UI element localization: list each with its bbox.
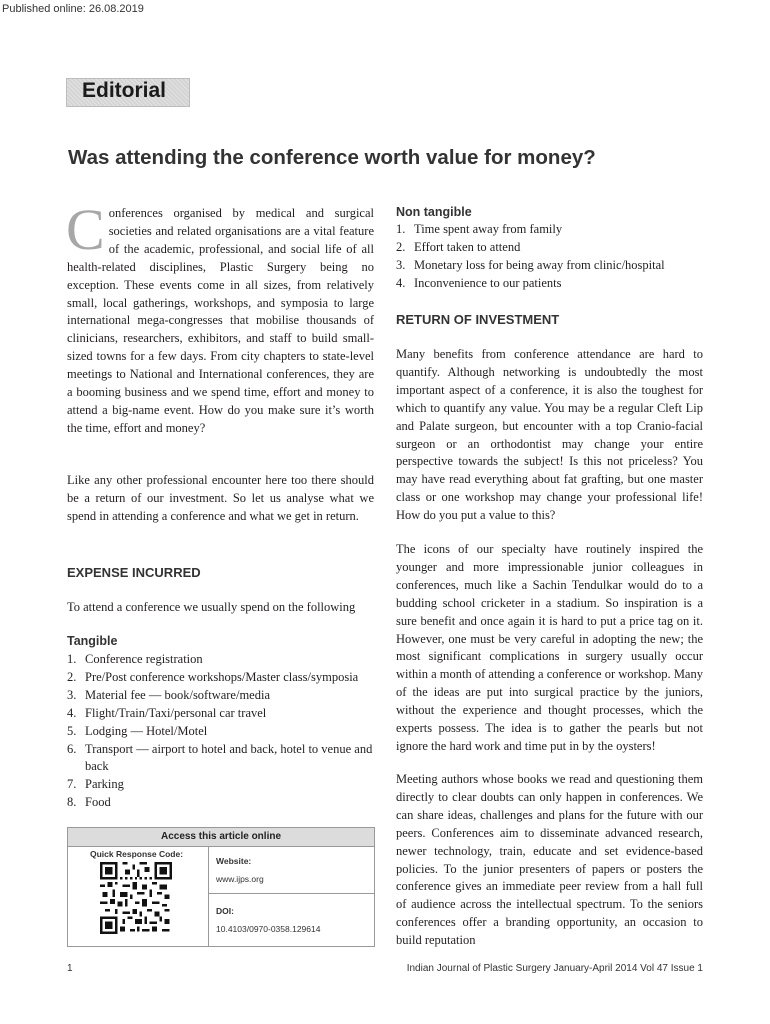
access-box-divider: [208, 893, 374, 894]
qr-code-icon[interactable]: [100, 862, 172, 934]
doi-link[interactable]: 10.4103/0970-0358.129614: [216, 924, 321, 934]
right-paragraph-3: Meeting authors whose books we read and questioning them directly to clear doubts can only happen in conferences. We can share ideas, challenges and plans for the future with our peers. Conferences aim to disseminate advanced research, newer technology, train, educate and set evidence-based policies. To the junior presenters of papers or posters the conference gives an immediate peer review from a hall full of audience across the intellectual spectrum. To the seniors conferences offer a branding opportunity, an occasion to build reputation: [396, 772, 703, 948]
list-item: 5. Lodging — Hotel/Motel: [67, 723, 208, 738]
right-paragraph-1: Many benefits from conference attendance are hard to quantify. Although networking is undoubtedly the most important aspect of a conference, it is also the toughest for which to quantify any value. You may be a regular Cleft Lip and Palate surgeon, but encounter with a top Cranio-facial surgeon or an orthodontist may change your entire perspective towards the subject! Is this not priceless? You may have read everything about fat grafting, but one master class or one workshop may change your professional life! How do you put a value to this?: [396, 347, 703, 523]
right-paragraph-2: The icons of our specialty have routinely inspired the younger and more impressionable junior colleagues in conferences, much like a Sachin Tendulkar would do to a budding school cricketer in a stadium. So inspiration is a sure benefit and once again it is hard to put a price tag on it. However, one must be very careful in adopting the new; the most significant complications in surgery usually occur within a month of attending a conference or workshop. Many of the ideas are put into surgical practice by the juniors, without the experience and thought processes, which the experts possess. The idea is to gather the pearls but not ignore the hard work and time put in by the oysters!: [396, 542, 703, 753]
list-item: 6. Transport — airport to hotel and back, hotel to venue and back: [67, 741, 373, 774]
drop-cap: C: [66, 197, 105, 262]
list-item: 4. Inconvenience to our patients: [396, 275, 562, 290]
list-item: 2. Pre/Post conference workshops/Master class/symposia: [67, 669, 359, 684]
journal-footer: Indian Journal of Plastic Surgery January-April 2014 Vol 47 Issue 1: [406, 963, 703, 974]
non-tangible-list: [396, 221, 703, 293]
heading-expense-incurred: EXPENSE INCURRED: [67, 565, 201, 580]
section-label-box: [66, 78, 190, 107]
list-item: 1. Conference registration: [67, 652, 203, 666]
list-item: 8. Food: [67, 795, 111, 810]
heading-non-tangible: Non tangible: [396, 205, 472, 219]
intro-paragraph: [66, 197, 374, 438]
access-box-divider: [208, 846, 209, 946]
section-label: Editorial: [82, 79, 167, 102]
list-item: 4. Flight/Train/Taxi/personal car travel: [67, 705, 267, 720]
left-paragraph-2: Like any other professional encounter here too there should be a return of our investment. So let us analyse what we spend in attending a conference and what we get in return.: [67, 473, 374, 523]
website-label: Website:: [216, 856, 252, 866]
intro-text: onferences organised by medical and surgical societies and related organisations are a vital feature of the academic, professional, and social life of all health-related disciplines, Plastic Surgery being no exception. These events come in all sizes, from relatively small, local gatherings, workshops, and symposia to large international mega-congresses that mobilise thousands of clinicians, researchers, exhibitors, and staff to build small-sized towns for a few days. From city chapters to state-level meetings to National and International conferences, they are a booming business and we spend time, effort and money to attend a big-name event. How do you make sure it’s worth the time, effort and money?: [67, 206, 374, 435]
access-article-box: [67, 827, 375, 947]
list-item: 1. Time spent away from family: [396, 222, 563, 236]
tangible-list: [67, 651, 374, 812]
list-item: 3. Material fee — book/software/media: [67, 687, 270, 702]
list-item: 3. Monetary loss for being away from clinic/hospital: [396, 257, 665, 272]
access-box-header: Access this article online: [68, 828, 374, 847]
qr-label: Quick Response Code:: [90, 849, 184, 859]
heading-tangible: Tangible: [67, 634, 118, 648]
heading-return-of-investment: RETURN OF INVESTMENT: [396, 312, 560, 327]
left-paragraph-3: To attend a conference we usually spend on the following: [67, 600, 356, 614]
list-item: 2. Effort taken to attend: [396, 239, 521, 254]
website-link[interactable]: www.ijps.org: [216, 874, 264, 884]
article-title: Was attending the conference worth value for money?: [68, 146, 596, 169]
doi-label: DOI:: [216, 906, 234, 916]
page-number: 1: [67, 963, 73, 974]
list-item: 7. Parking: [67, 777, 124, 792]
published-date: Published online: 26.08.2019: [2, 3, 144, 15]
